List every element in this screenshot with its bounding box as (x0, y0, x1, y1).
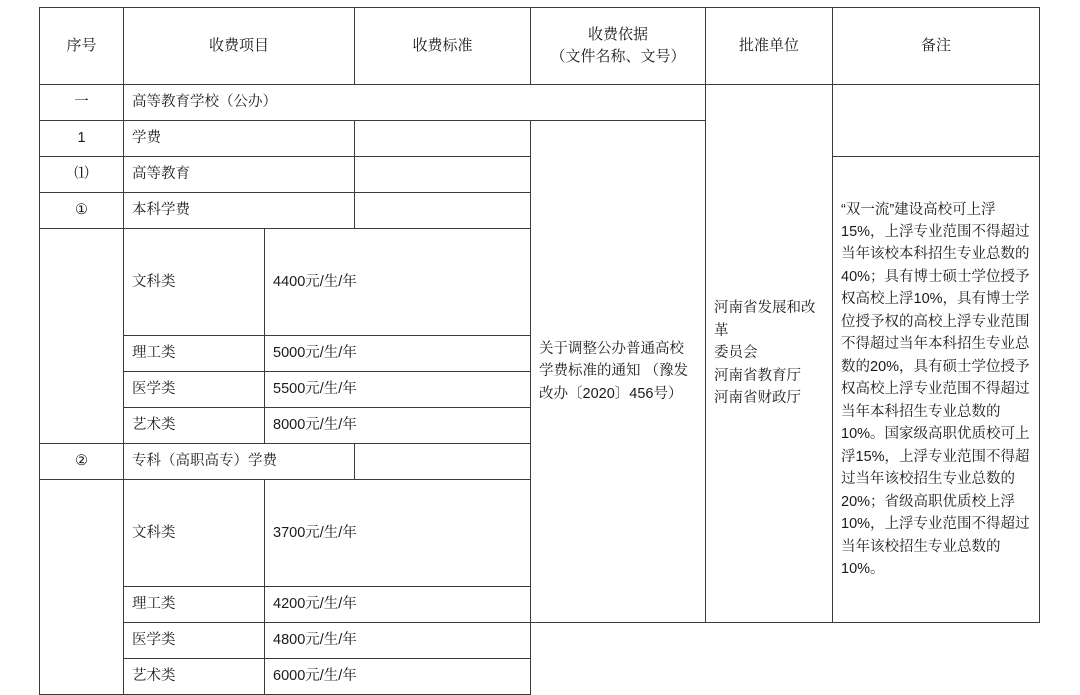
item1-title: 本科学费 (124, 193, 355, 229)
item2-standard-0: 3700元/生/年 (265, 480, 531, 587)
remark-blank-top (833, 85, 1040, 157)
header-cell-remark: 备注 (833, 8, 1040, 85)
approval-org-line-1: 河南省发展和改革 (714, 300, 816, 339)
item2-standard-1: 4200元/生/年 (265, 587, 531, 623)
section-row (40, 85, 1040, 121)
approval-org-line-3: 河南省教育厅 (714, 367, 802, 384)
item2-category-3: 艺术类 (124, 659, 265, 695)
item1-no-spacer (40, 229, 124, 444)
table-row (40, 659, 1040, 695)
item1-standard-0: 4400元/生/年 (265, 229, 531, 336)
item2-category-2: 医学类 (124, 623, 265, 659)
table-row (40, 623, 1040, 659)
group1-standard (355, 121, 531, 157)
group1-no: 1 (40, 121, 124, 157)
item2-standard-2: 4800元/生/年 (265, 623, 531, 659)
header-cell-approval-org: 批准单位 (706, 8, 833, 85)
item1-standard-1: 5000元/生/年 (265, 336, 531, 372)
item1-category-3: 艺术类 (124, 408, 265, 444)
item2-standard-3: 6000元/生/年 (265, 659, 531, 695)
group1-1-title: 高等教育 (124, 157, 355, 193)
header-cell-basis (531, 8, 706, 85)
item1-standard-2: 5500元/生/年 (265, 372, 531, 408)
header-basis-line1: 收费依据 (588, 25, 649, 43)
item2-category-1: 理工类 (124, 587, 265, 623)
group1-1-standard (355, 157, 531, 193)
approval-org-line-4: 河南省财政厅 (714, 390, 802, 407)
group1-title: 学费 (124, 121, 355, 157)
item1-category-2: 医学类 (124, 372, 265, 408)
header-cell-standard: 收费标准 (355, 8, 531, 85)
item1-standard-3: 8000元/生/年 (265, 408, 531, 444)
basis-cell: 关于调整公办普通高校学费标准的通知 （豫发改办〔2020〕456号） (531, 121, 706, 623)
group1-1-no: ⑴ (40, 157, 124, 193)
item1-standard (355, 193, 531, 229)
item2-category-0: 文科类 (124, 480, 265, 587)
remark-cell: “双一流”建设高校可上浮15%，上浮专业范围不得超过当年该校本科招生专业总数的40%；具有博士硕士学位授予权高校上浮10%，具有博士学位授予权的高校上浮专业范围不得超过当年本科招生专业总数的20%，具有硕士学位授予权高校上浮专业范围不得超过当年本科招生专业总数的10%。国家级高职优质校可上浮15%，上浮专业范围不得超过当年该校招生专业总数的20%；省级高职优质校上浮10%，上浮专业范围不得超过当年该校招生专业总数的10%。 (833, 157, 1040, 623)
header-cell-no: 序号 (40, 8, 124, 85)
document-page (0, 7, 1080, 695)
item1-category-0: 文科类 (124, 229, 265, 336)
item1-no: ① (40, 193, 124, 229)
section-no: 一 (40, 85, 124, 121)
item2-title: 专科（高职高专）学费 (124, 444, 355, 480)
section-title: 高等教育学校（公办） (124, 85, 706, 121)
fee-standard-table (39, 7, 1040, 695)
approval-org-cell (706, 85, 833, 623)
header-basis-line2: （文件名称、文号） (550, 48, 686, 65)
item2-no-spacer (40, 480, 124, 695)
table-header-row (40, 8, 1040, 85)
header-cell-item: 收费项目 (124, 8, 355, 85)
approval-org-line-2: 委员会 (714, 345, 758, 362)
item1-category-1: 理工类 (124, 336, 265, 372)
item2-no: ② (40, 444, 124, 480)
item2-standard (355, 444, 531, 480)
